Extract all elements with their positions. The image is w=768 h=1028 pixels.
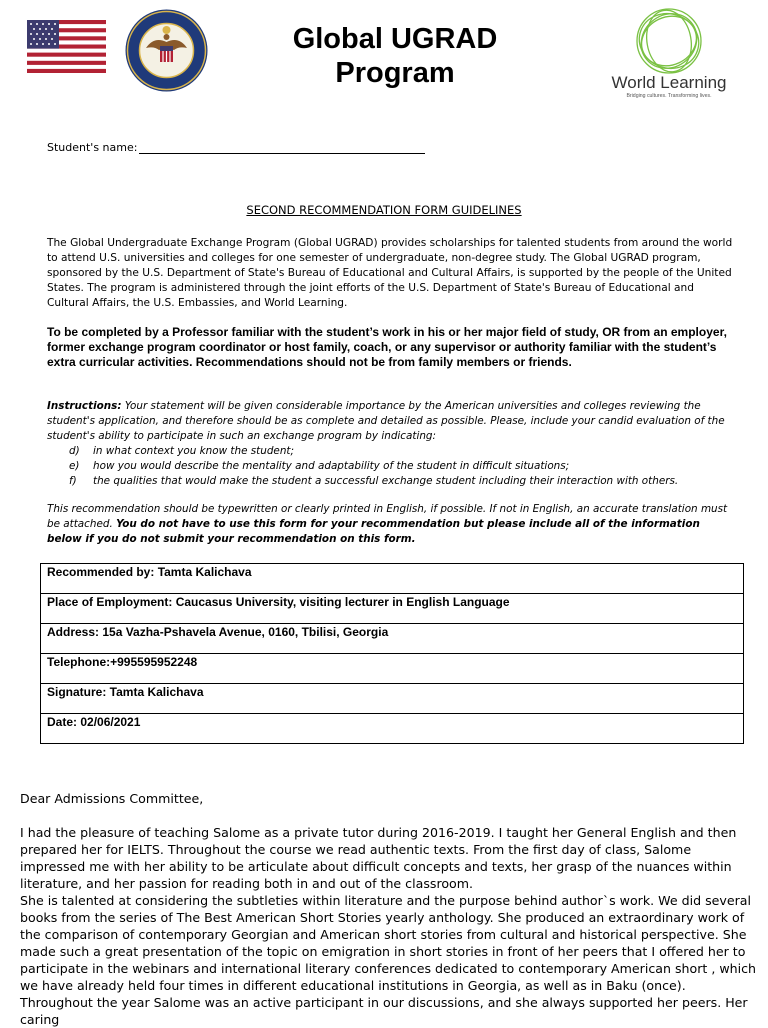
typewritten-note-text: This recommendation should be typewritten or clearly printed in English, if possible. If not in English, an accurate translation must be attached. — [47, 503, 728, 530]
letter-salutation: Dear Admissions Committee, — [20, 791, 204, 806]
table-row — [41, 654, 744, 684]
table-row — [41, 594, 744, 624]
title-line-2: Program — [335, 57, 455, 89]
wl-brand-text: World Learning — [611, 73, 727, 92]
list-marker: f) — [69, 475, 77, 487]
recommendation-letter — [20, 790, 758, 1028]
signature-cell[interactable]: Signature: Tamta Kalichava — [41, 684, 744, 714]
title-line-1: Global UGRAD — [292, 23, 498, 55]
list-marker: d) — [69, 445, 80, 457]
table-row — [41, 564, 744, 594]
student-name-label: Student's name: — [47, 141, 138, 154]
typewritten-note-bold: You do not have to use this form for your recommendation but please include all of the information below if you do not submit your recommendation on this form. — [47, 518, 700, 545]
address-cell[interactable]: Address: 15a Vazha-Pshavela Avenue, 0160, Tbilisi, Georgia — [41, 624, 744, 654]
table-row — [41, 624, 744, 654]
recommender-info-table — [40, 563, 744, 744]
employment-cell[interactable]: Place of Employment: Caucasus University, visiting lecturer in English Language — [41, 594, 744, 624]
list-item-text: in what context you know the student; — [93, 445, 294, 457]
list-item — [47, 459, 737, 474]
student-name-line[interactable] — [139, 142, 425, 154]
list-item — [47, 474, 737, 489]
table-row — [41, 684, 744, 714]
recommended-by-cell[interactable]: Recommended by: Tamta Kalichava — [41, 564, 744, 594]
wl-tagline-text: Bridging cultures. Transforming lives. — [626, 93, 712, 99]
world-learning-logo — [598, 4, 740, 100]
table-row — [41, 714, 744, 744]
letter-paragraph-3: Throughout the year Salome was an active participant in our discussions, and she always supported her peers. Her caring — [20, 995, 748, 1027]
student-name-field[interactable] — [47, 141, 425, 154]
letter-paragraph-1: I had the pleasure of teaching Salome as a private tutor during 2016-2019. I taught her General English and then prepared her for IELTS. Throughout the course we read authentic texts. From the first day of class, Salome impressed me with her ability to be articulate about difficult concepts and texts, her grasp of the nuances within literature, and her passion for reading both in and out of the classroom. — [20, 825, 737, 891]
date-cell[interactable]: Date: 02/06/2021 — [41, 714, 744, 744]
instructions-block — [47, 399, 737, 489]
program-intro: The Global Undergraduate Exchange Program (Global UGRAD) provides scholarships for talented students from around the world to attend U.S. universities and colleges for one semester of undergraduate, non-degree study. The Global UGRAD program, sponsored by the U.S. Department of State's Bureau of Educational and Cultural Affairs, is supported by the people of the United States. The program is administered through the joint efforts of the U.S. Department of State's Bureau of Educational and Cultural Affairs, the U.S. Embassies, and World Learning. — [47, 237, 733, 309]
instructions-label: Instructions: — [47, 400, 122, 412]
state-department-seal-icon — [124, 8, 209, 93]
letter-paragraph-2: She is talented at considering the subtleties within literature and the purpose behind author`s work. We did several books from the series of The Best American Short Stories yearly anthology. She produced an extraordinary work of the comparison of contemporary Georgian and American short stories from cultural and historical perspective. She made such a great presentation of the topic on emigration in short stories in front of her peers that I offered her to participate in the webinars and international literary conferences dedicated to contemporary American short , which we have already held four times in different educational institutions in Georgia, as well as in Baku (once). — [20, 893, 757, 993]
completed-by-note: To be completed by a Professor familiar with the student’s work in his or her major field of study, OR from an employer, former exchange program coordinator or host family, coach, or any supervisor or authority familiar with the student’s extra curricular activities. Recommendations should not be from family members or friends. — [47, 325, 727, 369]
list-item-text: the qualities that would make the student a successful exchange student including their interaction with others. — [93, 475, 679, 487]
list-item — [47, 444, 737, 459]
telephone-cell[interactable]: Telephone:+995595952248 — [41, 654, 744, 684]
us-flag-icon — [27, 20, 106, 73]
list-item-text: how you would describe the mentality and adaptability of the student in difficult situations; — [93, 460, 570, 472]
list-marker: e) — [69, 460, 80, 472]
page-title — [245, 22, 545, 90]
guidelines-heading: SECOND RECOMMENDATION FORM GUIDELINES — [246, 203, 522, 217]
instructions-text: Your statement will be given considerable importance by the American universities and colleges reviewing the student's application, and therefore should be as complete and detailed as possible. Please, include your candid evaluation of the student's ability to participate in such an exchange program by indicating: — [47, 400, 725, 442]
instructions-list — [47, 444, 737, 489]
typewritten-note — [47, 502, 737, 547]
